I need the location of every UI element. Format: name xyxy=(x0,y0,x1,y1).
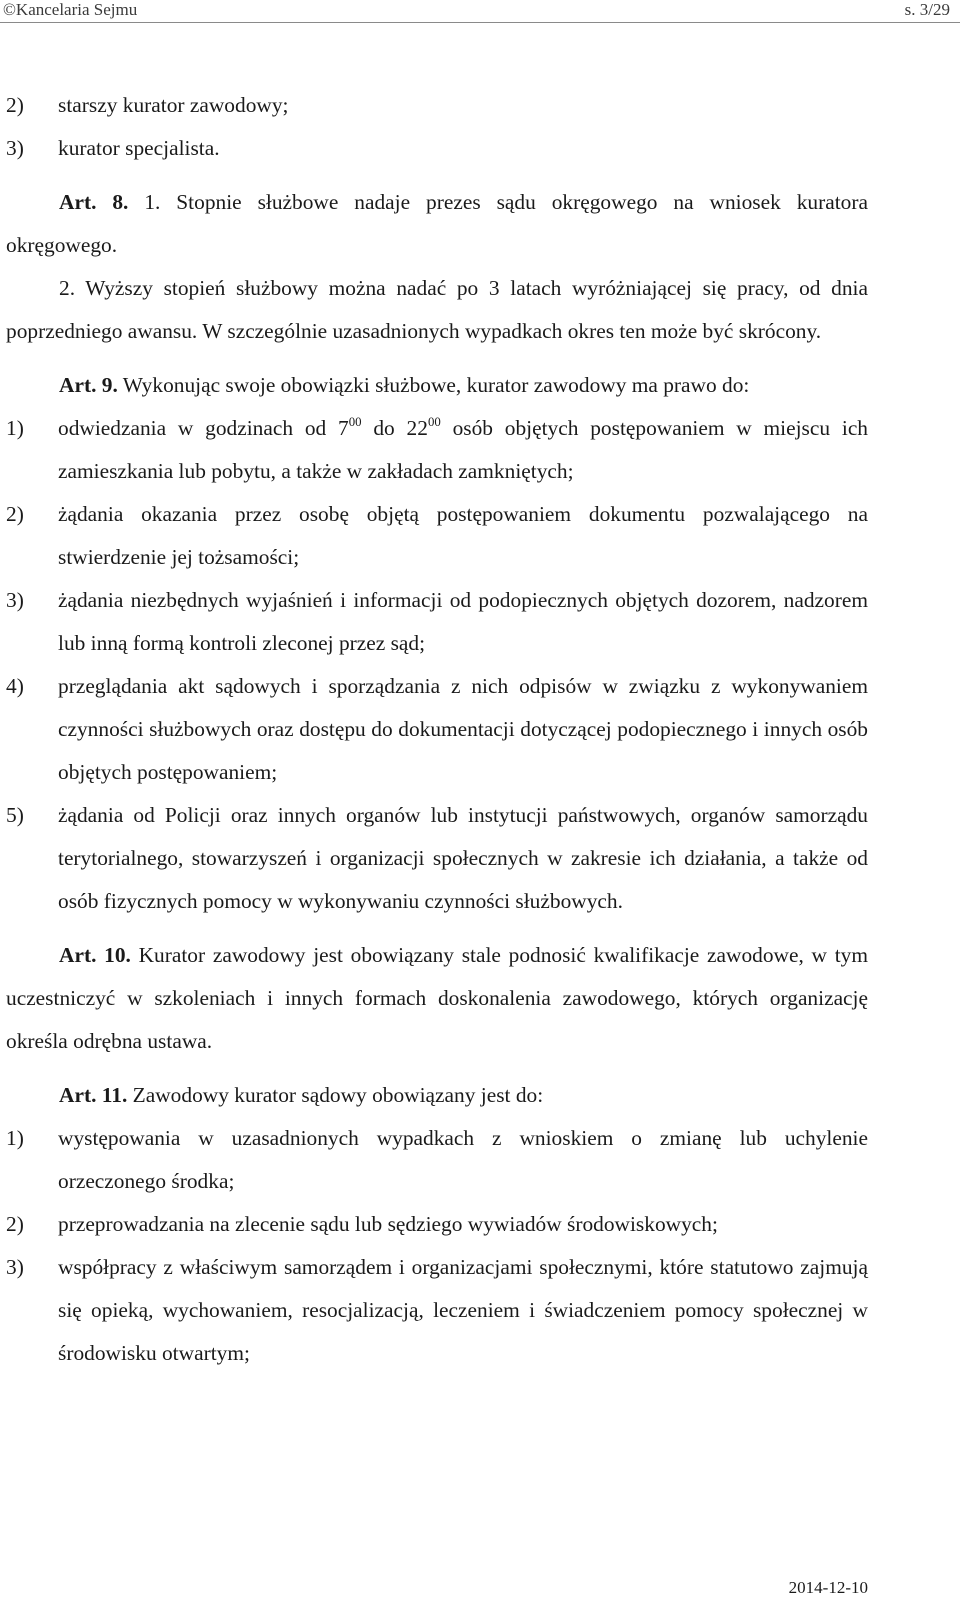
list-item-text: występowania w uzasadnionych wypadkach z wnioskiem o zmianę lub uchylenie orzeczonego środka; xyxy=(58,1126,868,1193)
list-item-text: kurator specjalista. xyxy=(58,136,220,160)
list-item-text: przeprowadzania na zlecenie sądu lub sędziego wywiadów środowiskowych; xyxy=(58,1212,718,1236)
list-item xyxy=(6,665,868,794)
art-11-intro xyxy=(6,1074,868,1117)
list-item xyxy=(6,794,868,923)
list-item-text: współpracy z właściwym samorządem i organizacjami społecznymi, które statutowo zajmują się opieką, wychowaniem, resocjalizacją, leczeniem i świadczeniem pomocy społecznej w środowisku otwartym; xyxy=(58,1255,868,1365)
article-label: Art. 8. xyxy=(59,190,129,214)
text-fragment: odwiedzania w godzinach od 7 xyxy=(58,416,349,440)
list-item-number: 5) xyxy=(6,803,24,827)
list-item-number: 2) xyxy=(6,93,24,117)
document-body xyxy=(6,84,868,1375)
list-item xyxy=(6,493,868,579)
art-8-paragraph-1 xyxy=(6,181,868,267)
article-label: Art. 11. xyxy=(59,1083,128,1107)
list-item-number: 1) xyxy=(6,416,24,440)
list-item xyxy=(6,579,868,665)
list-item xyxy=(6,1117,868,1203)
list-item-number: 2) xyxy=(6,1212,24,1236)
page-header xyxy=(0,0,960,23)
art-8-paragraph-2: 2. Wyższy stopień służbowy można nadać po 3 latach wyróżniającej się pracy, od dnia poprzedniego awansu. W szczególnie uzasadnionych wypadkach okres ten może być skrócony. xyxy=(6,276,868,343)
list-item-text: żądania okazania przez osobę objętą postępowaniem dokumentu pozwalającego na stwierdzenie jej tożsamości; xyxy=(58,502,868,569)
superscript: 00 xyxy=(427,414,441,429)
paragraph-text: Kurator zawodowy jest obowiązany stale podnosić kwalifikacje zawodowe, w tym uczestniczyć w szkoleniach i innych formach doskonalenia zawodowego, których organizację określa odrębna ustawa. xyxy=(6,943,868,1053)
list-item-number: 3) xyxy=(6,588,24,612)
header-page-number: s. 3/29 xyxy=(904,0,950,19)
text-fragment: do 22 xyxy=(361,416,428,440)
paragraph-text: Zawodowy kurator sądowy obowiązany jest do: xyxy=(127,1083,544,1107)
page-footer-date: 2014-12-10 xyxy=(788,1578,868,1597)
list-item-number: 3) xyxy=(6,1255,24,1279)
list-item-text: starszy kurator zawodowy; xyxy=(58,93,289,117)
article-label: Art. 10. xyxy=(59,943,131,967)
list-item-number: 3) xyxy=(6,136,24,160)
article-label: Art. 9. xyxy=(59,373,118,397)
art-10-paragraph xyxy=(6,934,868,1063)
list-item xyxy=(6,1203,868,1246)
paragraph-text: 1. Stopnie służbowe nadaje prezes sądu okręgowego na wniosek kuratora okręgowego. xyxy=(6,190,868,257)
list-item xyxy=(6,407,868,493)
list-item-text: żądania od Policji oraz innych organów lub instytucji państwowych, organów samorządu terytorialnego, stowarzyszeń i organizacji społecznych w zakresie ich działania, a także od osób fizycznych pomocy w wykonywaniu czynności służbowych. xyxy=(58,803,868,913)
text-fragment: osób objętych postępowaniem w miejscu ich zamieszkania lub pobytu, a także w zakładach zamkniętych; xyxy=(58,416,869,483)
superscript: 00 xyxy=(348,414,362,429)
list-item xyxy=(6,84,868,127)
list-item-text xyxy=(58,416,868,483)
art-9-intro xyxy=(6,364,868,407)
list-item-number: 2) xyxy=(6,502,24,526)
paragraph-text: Wykonując swoje obowiązki służbowe, kurator zawodowy ma prawo do: xyxy=(117,373,750,397)
list-item xyxy=(6,1246,868,1375)
list-item xyxy=(6,127,868,170)
list-item-number: 4) xyxy=(6,674,24,698)
list-item-text: przeglądania akt sądowych i sporządzania z nich odpisów w związku z wykonywaniem czynności służbowych oraz dostępu do dokumentacji dotyczącej podopiecznego i innych osób objętych postępowaniem; xyxy=(58,674,868,784)
list-item-number: 1) xyxy=(6,1126,24,1150)
list-item-text: żądania niezbędnych wyjaśnień i informacji od podopiecznych objętych dozorem, nadzorem lub inną formą kontroli zleconej przez sąd; xyxy=(58,588,868,655)
header-copyright: ©Kancelaria Sejmu xyxy=(3,0,138,19)
